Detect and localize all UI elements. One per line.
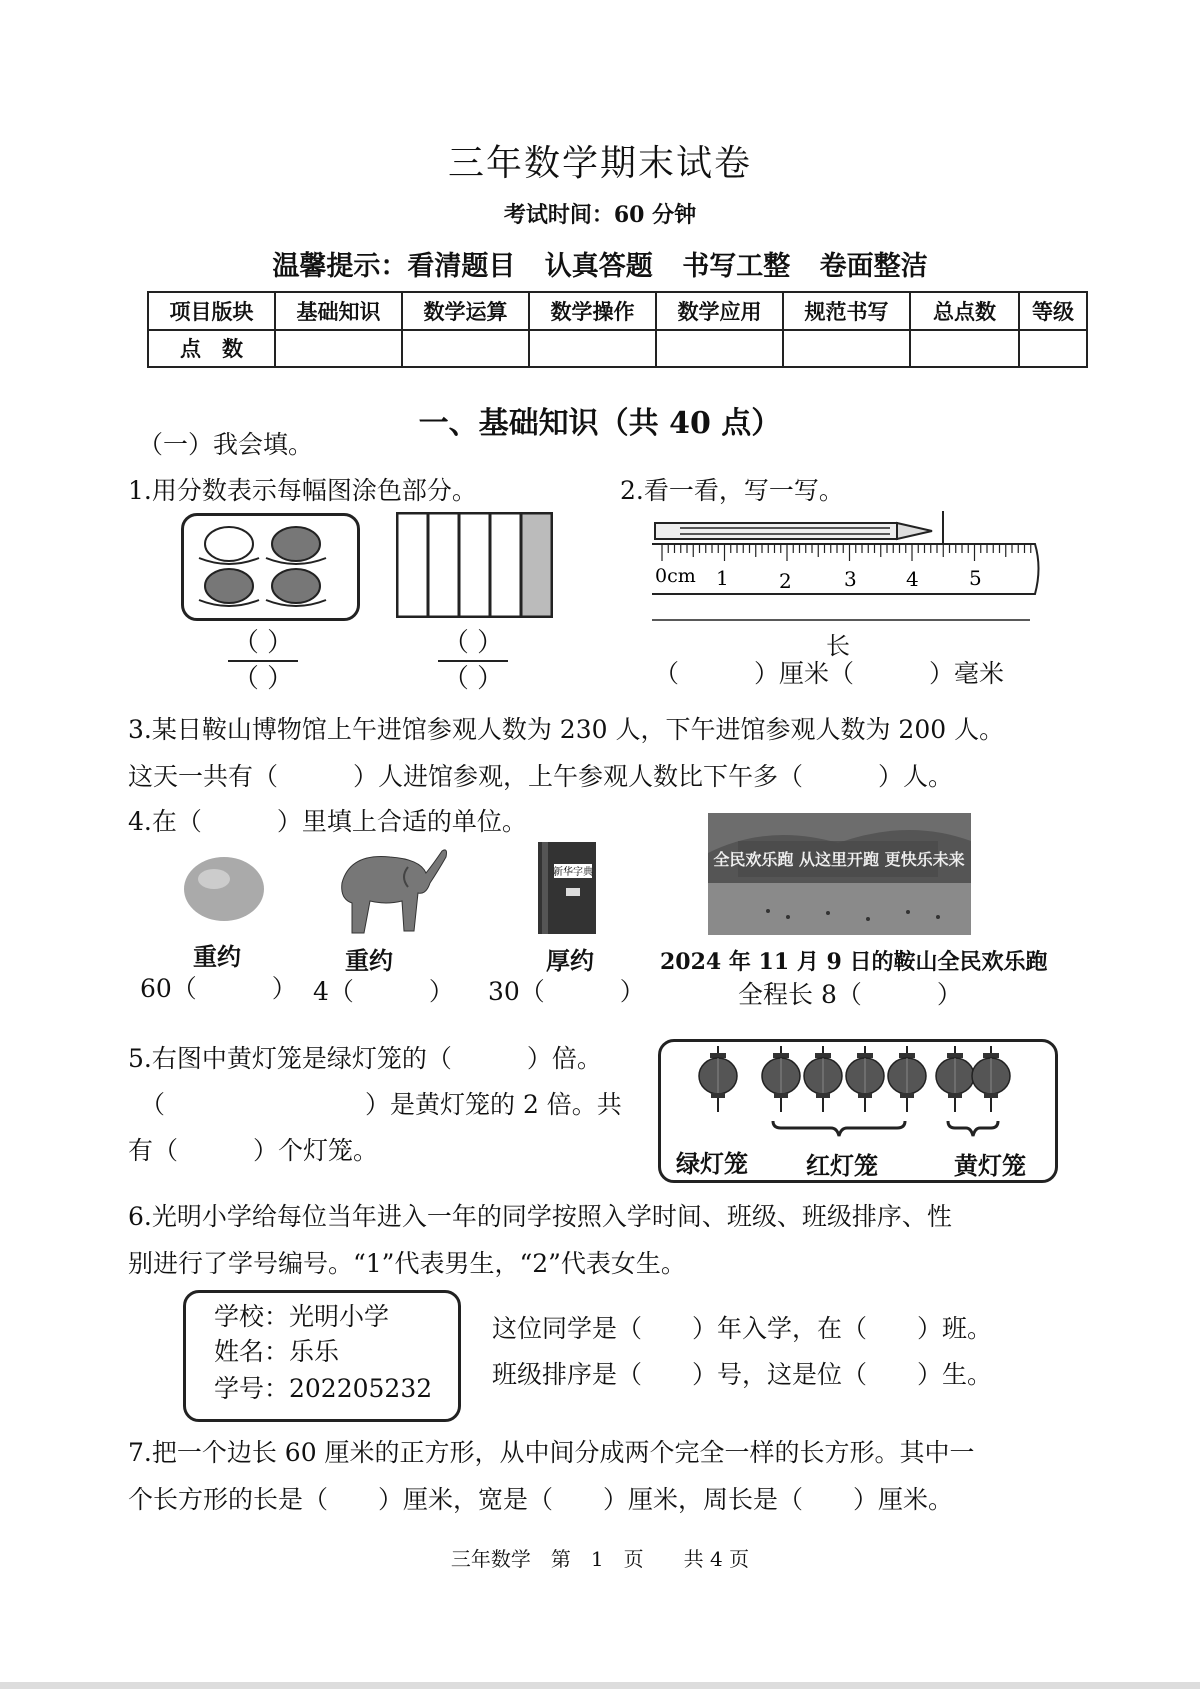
q6-line2: 别进行了学号编号。“1”代表男生，“2”代表女生。 (128, 1249, 686, 1278)
bottom-band (0, 1682, 1200, 1689)
lantern-icon (972, 1046, 1010, 1112)
student-card (183, 1290, 461, 1422)
header-cell: 规范书写 (783, 292, 910, 330)
egg-picture (182, 855, 266, 927)
pencil-icon (655, 511, 943, 544)
page-footer: 三年数学 第 1 页 共 4 页 (450, 1547, 750, 1571)
q5-line2[interactable]: （ ）是黄灯笼的 2 倍。共 (140, 1090, 622, 1119)
score-table-score-row (148, 330, 1087, 368)
strip-diagram (396, 512, 553, 618)
item-label: 重约 (193, 942, 241, 971)
run-answer[interactable]: 全程长 8（ ） (738, 980, 962, 1009)
run-caption: 2024 年 11 月 9 日的鞍山全民欢乐跑 (660, 949, 1048, 975)
q2-answer[interactable]: （ ）厘米（ ）毫米 (654, 659, 1005, 688)
numerator-blank: （ ） (232, 628, 294, 658)
q6-answer2[interactable]: 班级排序是（ ）号，这是位（ ）生。 (492, 1360, 993, 1389)
score-cell[interactable] (783, 330, 910, 368)
red-lantern-label: 红灯笼 (806, 1151, 878, 1180)
score-table-header-row (148, 292, 1087, 330)
svg-text:新华字典: 新华字典 (553, 867, 593, 878)
yellow-lantern-label: 黄灯笼 (954, 1151, 1026, 1180)
q2-text: 2.看一看，写一写。 (620, 476, 844, 505)
card-school: 学校：光明小学 (214, 1302, 390, 1331)
photo-caption: 全民欢乐跑 从这里开跑 更快乐未来 (713, 850, 965, 869)
fraction-bar (438, 660, 508, 662)
ruler-label: 5 (969, 566, 982, 590)
denominator-blank: （ ） (232, 664, 294, 694)
card-name: 姓名：乐乐 (214, 1337, 340, 1366)
peach-icon (184, 516, 357, 618)
egg-icon (182, 855, 266, 923)
elephant-answer[interactable]: 4（ ） (313, 977, 454, 1006)
egg-answer[interactable]: 60（ ） (140, 974, 297, 1003)
ruler-label: 0cm (655, 565, 696, 587)
item-label: 厚约 (546, 946, 594, 975)
peach-picture (181, 513, 360, 621)
fraction-answer-2[interactable] (438, 628, 508, 694)
book-icon (536, 840, 600, 936)
item-label: 重约 (345, 946, 393, 975)
header-cell: 数学运算 (402, 292, 529, 330)
section-title: 一、基础知识（共 40 点） (418, 406, 782, 441)
row-label: 点 数 (148, 330, 275, 368)
ruler-picture (650, 508, 1045, 632)
tips-line: 温馨提示：看清题目 认真答题 书写工整 卷面整洁 (272, 251, 928, 282)
page-title: 三年数学期末试卷 (447, 143, 752, 184)
q1-text: 1.用分数表示每幅图涂色部分。 (128, 476, 477, 505)
photo-image (708, 813, 971, 935)
dictionary-answer[interactable]: 30（ ） (488, 977, 645, 1006)
run-photo (708, 813, 971, 939)
lantern-icon (762, 1046, 800, 1112)
header-cell: 数学应用 (656, 292, 783, 330)
elephant-icon (330, 843, 452, 935)
q6-line1: 6.光明小学给每位当年进入一年的同学按照入学时间、班级、班级排序、性 (128, 1202, 952, 1231)
denominator-blank: （ ） (442, 664, 504, 694)
q3-line1: 3.某日鞍山博物馆上午进馆参观人数为 230 人，下午进馆参观人数为 200 人。 (128, 715, 1005, 744)
subsection-title: （一）我会填。 (138, 430, 314, 459)
header-cell: 等级 (1019, 292, 1087, 330)
score-cell[interactable] (1019, 330, 1087, 368)
lantern-icon (699, 1046, 737, 1112)
score-table (147, 291, 1088, 368)
lantern-icon (936, 1046, 974, 1112)
score-cell[interactable] (910, 330, 1019, 368)
exam-time: 考试时间：60 分钟 (503, 202, 697, 228)
ruler-label: 4 (906, 567, 919, 591)
green-lantern-label: 绿灯笼 (676, 1149, 748, 1178)
lantern-diagram (661, 1042, 1055, 1142)
numerator-blank: （ ） (442, 628, 504, 658)
ruler-icon (650, 508, 1045, 628)
card-id: 学号：202205232 (214, 1374, 433, 1403)
score-cell[interactable] (656, 330, 783, 368)
lantern-icon (888, 1046, 926, 1112)
score-cell[interactable] (275, 330, 402, 368)
lantern-icon (804, 1046, 842, 1112)
q5-line1[interactable]: 5.右图中黄灯笼是绿灯笼的（ ）倍。 (128, 1044, 602, 1073)
score-cell[interactable] (402, 330, 529, 368)
dictionary-picture (536, 840, 600, 940)
header-cell: 总点数 (910, 292, 1019, 330)
header-cell: 数学操作 (529, 292, 656, 330)
fraction-answer-1[interactable] (228, 628, 298, 694)
lantern-icon (846, 1046, 884, 1112)
length-label: 长 (826, 632, 850, 660)
header-cell: 项目版块 (148, 292, 275, 330)
q6-answer1[interactable]: 这位同学是（ ）年入学，在（ ）班。 (492, 1314, 993, 1343)
fraction-bar (228, 660, 298, 662)
ruler-label: 1 (716, 566, 729, 590)
q4-text: 4.在（ ）里填上合适的单位。 (128, 807, 527, 836)
q7-line2[interactable]: 个长方形的长是（ ）厘米，宽是（ ）厘米，周长是（ ）厘米。 (128, 1485, 954, 1514)
header-cell: 基础知识 (275, 292, 402, 330)
ruler-label: 2 (779, 569, 792, 593)
score-cell[interactable] (529, 330, 656, 368)
ruler-label: 3 (844, 567, 857, 591)
q5-line3[interactable]: 有（ ）个灯笼。 (128, 1136, 379, 1165)
q3-line2[interactable]: 这天一共有（ ）人进馆参观，上午参观人数比下午多（ ）人。 (128, 762, 954, 791)
q7-line1: 7.把一个边长 60 厘米的正方形，从中间分成两个完全一样的长方形。其中一 (128, 1438, 975, 1467)
bar-picture (396, 512, 553, 622)
elephant-picture (330, 843, 452, 939)
